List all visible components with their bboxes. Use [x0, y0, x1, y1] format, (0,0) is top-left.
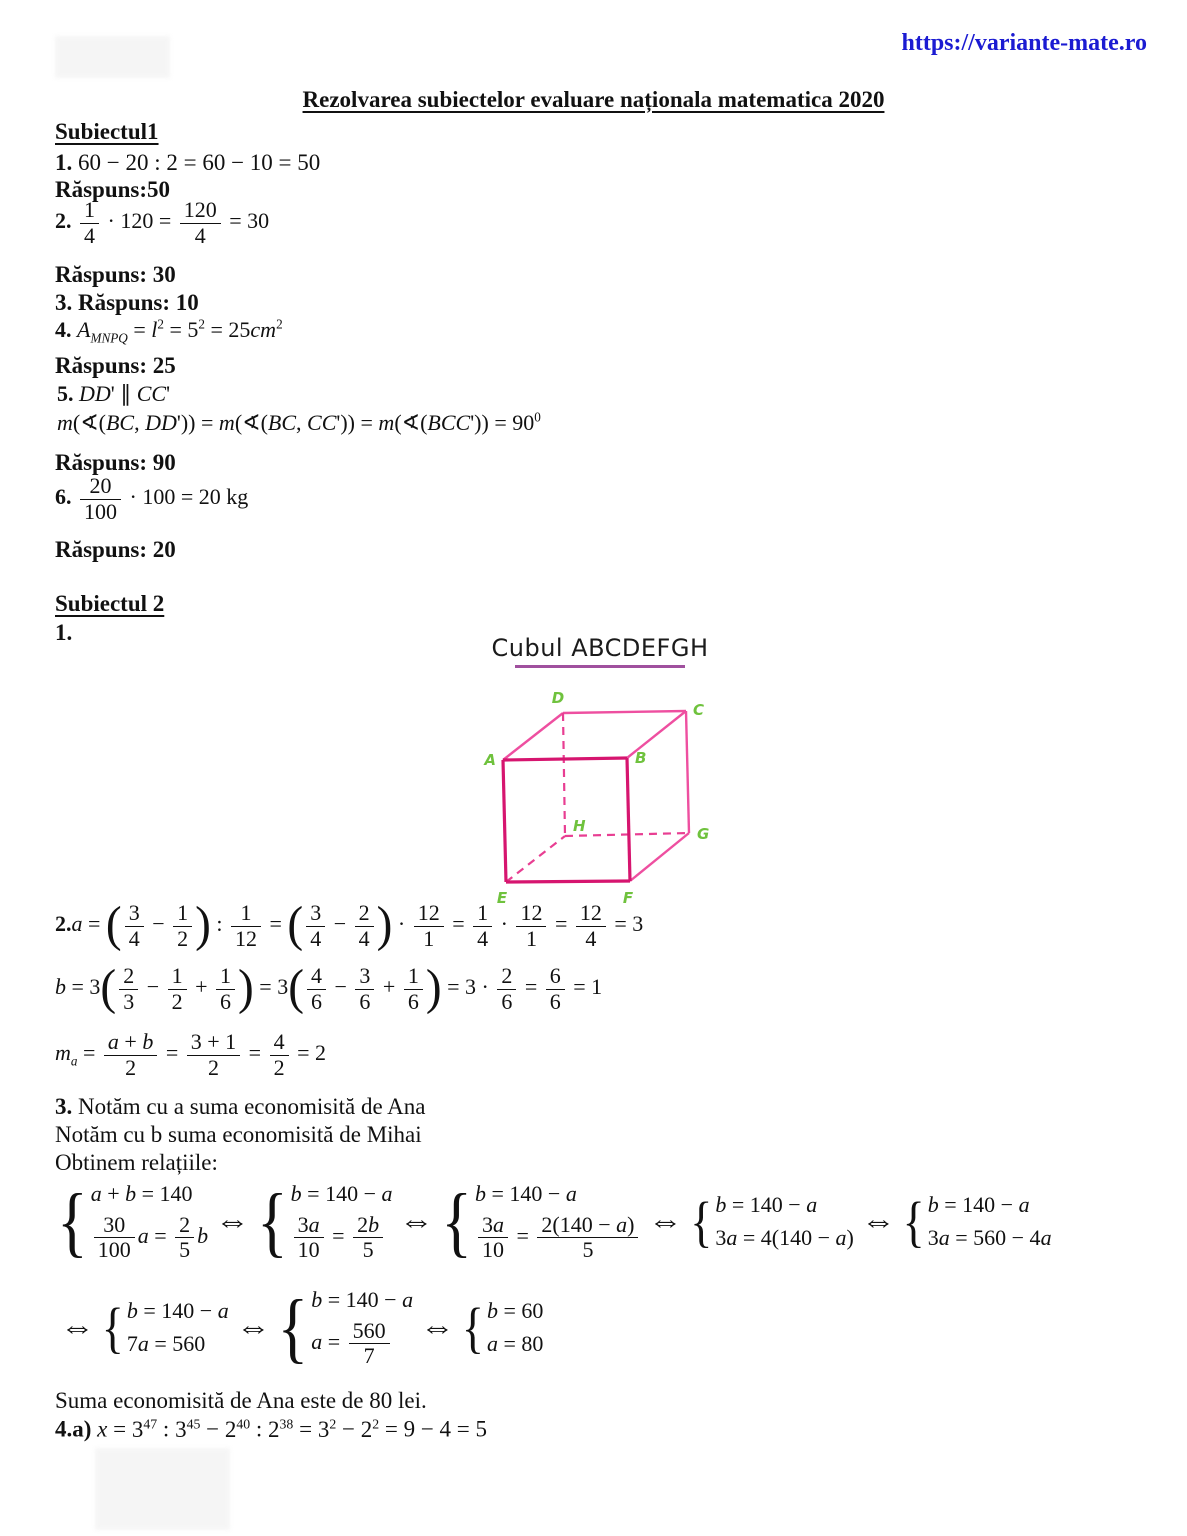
answer-4: Răspuns: 25 — [55, 353, 176, 378]
solution-line-6: 6. $\frac{20}{100}$ · 100 = 20 kg — [55, 473, 249, 524]
equation-system-row-2: ⇔ { b = 140 − a 7a = 560 ⇔ { b = 140 − a a = $\frac{560}{7}$ ⇔ { b = 60 a = 80 — [60, 1283, 544, 1371]
solution-line-s2-4a: 4.a) $x = 3^{47}$ : $3^{45} - 2^{40}$ : $2^{38} = 3^2 - 2^2 = 9 - 4 = 5$ — [55, 1416, 488, 1442]
cube-edge-AB — [503, 758, 627, 760]
page-title: Rezolvarea subiectelor evaluare naționala matematica 2020 — [302, 87, 885, 112]
cube-edge-CG — [686, 711, 689, 833]
solution-line-s2-3a: 3. Notăm cu a suma economisită de Ana — [55, 1094, 426, 1119]
subject1-heading: Subiectul1 — [55, 119, 159, 144]
cube-vertex-label-F: F — [622, 889, 634, 907]
cube-edge-BF — [627, 758, 630, 881]
cube-vertex-label-H: H — [573, 817, 586, 835]
cube-edge-AE — [503, 760, 506, 882]
cube-figure-title: Cubul ABCDEFGH — [491, 634, 709, 662]
cube-vertex-label-B: B — [635, 749, 647, 767]
answer-2: Răspuns: 30 — [55, 262, 176, 287]
cube-figure — [478, 634, 722, 912]
cube-vertex-label-D: D — [551, 689, 565, 707]
cube-edge-DC — [563, 711, 686, 713]
solution-line-4: 4. $A_{MNPQ} = l^2 = 5^2 = 25cm^2$ — [55, 316, 283, 346]
cube-edge-AD — [503, 713, 563, 760]
solution-line-2: 2. $\frac{1}{4}$ · 120 = $\frac{120}{4}$ = 30 — [55, 197, 270, 248]
watermark-smudge-top — [55, 36, 170, 78]
cube-vertex-label-E: E — [496, 889, 508, 907]
solution-line-s2-2m: $m_a$ = $\frac{a + b}{2}$ = $\frac{3 + 1}{2}$ = $\frac{4}{2}$ = 2 — [55, 1029, 327, 1080]
conclusion-text: Suma economisită de Ana este de 80 lei. — [55, 1388, 427, 1413]
subject2-item1-label: 1. — [55, 620, 73, 645]
cube-vertex-label-G: G — [697, 825, 710, 843]
answer-6: Răspuns: 20 — [55, 537, 176, 562]
equation-system-row-1: { a + b = 140 $\frac{30}{100}$ a = $\frac{2}{5}$ b ⇔ { b = 140 − a $\frac{3a}{10}$ = $\frac{2b}{5}$ ⇔ { b = 140 − a $\frac{3a}{10}$ = $\frac{2(140 - a)}{5}$ ⇔ { b = 140 − a 3a = 4(140 − a) ⇔ { b = 140 − a 3a = 560 − 4a — [57, 1177, 1052, 1265]
site-link[interactable]: https://variante-mate.ro — [901, 30, 1147, 56]
solution-line-s2-2b: b = 3( $\frac{2}{3}$ − $\frac{1}{2}$ + $\frac{1}{6}$ ) = 3( $\frac{4}{6}$ − $\frac{3}{6}$ + $\frac{1}{6}$ ) = 3 · $\frac{2}{6}$ = $\frac{6}{6}$ = 1 — [55, 961, 603, 1016]
solution-line-5a: 5. DD' ∥ CC' — [57, 381, 171, 406]
cube-edge-DH-dashed — [563, 713, 565, 836]
answer-3: 3. Răspuns: 10 — [55, 290, 199, 315]
cube-edge-EF — [506, 881, 630, 882]
solution-line-s2-2a: 2.a = ( $\frac{3}{4}$ − $\frac{1}{2}$ ) : $\frac{1}{12}$ = ( $\frac{3}{4}$ − $\frac{2}{4}$ ) · $\frac{12}{1}$ = $\frac{1}{4}$ · $\frac{12}{1}$ = $\frac{12}{4}$ = 3 — [55, 898, 644, 953]
answer-5: Răspuns: 90 — [55, 450, 176, 475]
solution-line-1: 1. 60 − 20 : 2 = 60 − 10 = 50 — [55, 150, 321, 175]
solution-line-s2-3b: Notăm cu b suma economisită de Mihai — [55, 1122, 422, 1147]
solution-line-s2-3c: Obtinem relațiile: — [55, 1150, 218, 1175]
subject2-heading: Subiectul 2 — [55, 591, 165, 616]
cube-edge-FG — [630, 833, 689, 881]
cube-vertex-label-A: A — [484, 751, 496, 769]
solution-line-5b: m(∢(BC, DD')) = m(∢(BC, CC')) = m(∢(BCC')) = $90^0$ — [57, 409, 541, 435]
cube-figure-title-underline — [515, 665, 685, 668]
answer-1: Răspuns:50 — [55, 177, 171, 202]
watermark-smudge-bottom — [95, 1448, 230, 1530]
cube-drawing — [478, 688, 722, 912]
cube-edge-EH-dashed — [506, 836, 565, 882]
cube-vertex-label-C: C — [693, 701, 705, 719]
